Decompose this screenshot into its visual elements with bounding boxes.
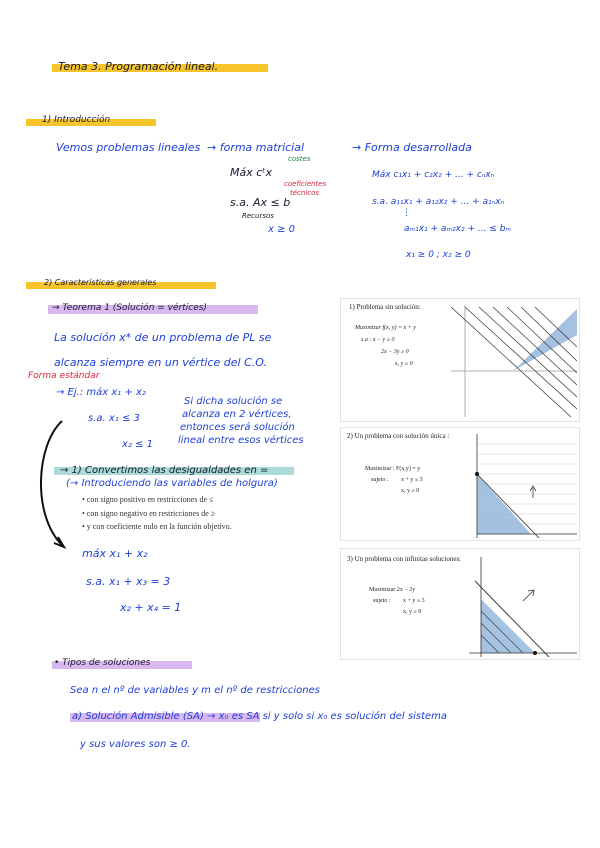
costes-label: costes [288, 155, 311, 163]
eq2: x₂ + x₄ = 1 [120, 601, 182, 614]
figure-no-solution [340, 298, 580, 422]
ej-max: → Ej.: máx x₁ + x₂ [56, 387, 146, 398]
bullet-1: • con signo positivo en restricciones de ≤ [82, 495, 214, 504]
x2: x₂ ≤ 1 [122, 439, 154, 450]
note2: alcanza en 2 vértices, [182, 409, 292, 420]
bullet-2: • con signo negativo en restricciones de ≥ [82, 509, 216, 518]
valores: y sus valores son ≥ 0. [80, 739, 191, 750]
text2: alcanza siempre en un vértice del C.O. [54, 356, 267, 369]
intro-line: Vemos problemas lineales [56, 141, 201, 154]
fig3-graph [469, 557, 577, 657]
sol-adm: a) Solución Admisible (SA) → x₀ es SA si y solo si x₀ es solución del sistema [72, 711, 448, 722]
note4: lineal entre esos vértices [178, 435, 304, 446]
max-ct-x: Máx cᵗx [230, 166, 273, 179]
sa1: s.a. x₁ ≤ 3 [88, 413, 140, 424]
max2: máx x₁ + x₂ [82, 547, 148, 560]
figure-infinite-solutions [340, 548, 580, 660]
x-geq0: x ≥ 0 [268, 224, 296, 235]
section2-heading: 2) Características generales [44, 278, 157, 287]
convertimos: → 1) Convertimos las desigualdades en = [60, 465, 269, 476]
sa2: s.a. x₁ + x₃ = 3 [86, 575, 171, 588]
note1: Si dicha solución se [184, 396, 283, 407]
text1: La solución x* de un problema de PL se [54, 331, 272, 344]
max-dev: Máx c₁x₁ + c₂x₂ + ... + cₙxₙ [372, 170, 495, 180]
figure-unique-solution [340, 427, 580, 541]
section1-heading: 1) Introducción [42, 115, 111, 125]
dots: ⋮ [402, 208, 411, 218]
fig3-title: 3) Un problema con infinitas soluciones: [347, 555, 462, 563]
note3: entonces será solución [180, 422, 295, 433]
fig1-c3: x, y ≥ 0 [395, 361, 413, 367]
tipos: • Tipos de soluciones [54, 658, 151, 668]
sea-line: Sea n el nº de variables y m el nº de restricciones [70, 685, 320, 696]
fig1-c1: s.a : x − y ≥ 0 [361, 337, 395, 343]
sa-dev: s.a. a₁₁x₁ + a₁₂x₂ + ... + a₁ₙxₙ [372, 197, 505, 207]
bullet-3: • y con coeficiente nulo en la función objetivo. [82, 522, 232, 531]
coef-tecnicos-2: técnicos [290, 189, 320, 197]
sa-ax-b: s.a. Ax ≤ b [230, 196, 291, 209]
fig2-c1: x + y ≤ 3 [401, 477, 423, 483]
fig3-c1: x + y ≤ 3 [403, 598, 425, 604]
teorema: → Teorema 1 (Solución = vértices) [52, 303, 207, 313]
fig2-sujeto: sujeto : [371, 477, 389, 483]
am-dev: aₘ₁x₁ + aₘ₂x₂ + ... ≤ bₘ [404, 224, 512, 234]
page-title: Tema 3. Programación lineal. [58, 60, 219, 73]
coef-tecnicos-1: coeficientes [284, 180, 327, 188]
fig1-title: 1) Problema sin solución: [349, 303, 421, 311]
curved-arrow-icon [28, 415, 68, 555]
fig1-objective: Maximizar f(x, y) = x + y [355, 325, 416, 331]
arrow-matricial: → forma matricial [207, 141, 305, 154]
fig3-c2: x, y ≥ 0 [403, 609, 422, 615]
fig2-objective: Maximizar : F(x,y) = y [365, 466, 421, 472]
fig3-objective: Maximizar 2x − 2y [369, 587, 416, 593]
arrow-desarrollada: → Forma desarrollada [352, 141, 472, 154]
forma-estandar: Forma estándar [28, 371, 100, 381]
nonneg-dev: x₁ ≥ 0 ; x₂ ≥ 0 [406, 250, 471, 260]
introduciendo: (→ Introduciendo las variables de holgura) [66, 478, 278, 489]
fig1-graph [451, 305, 577, 417]
fig3-sujeto: sujeto : [373, 598, 391, 604]
recursos-label: Recursos [242, 212, 274, 220]
fig2-graph [469, 434, 577, 538]
fig2-title: 2) Un problema con solución única : [347, 432, 450, 440]
fig2-c2: x, y ≥ 0 [401, 488, 420, 494]
fig1-c2: 2x − 3y ≥ 0 [381, 349, 409, 355]
